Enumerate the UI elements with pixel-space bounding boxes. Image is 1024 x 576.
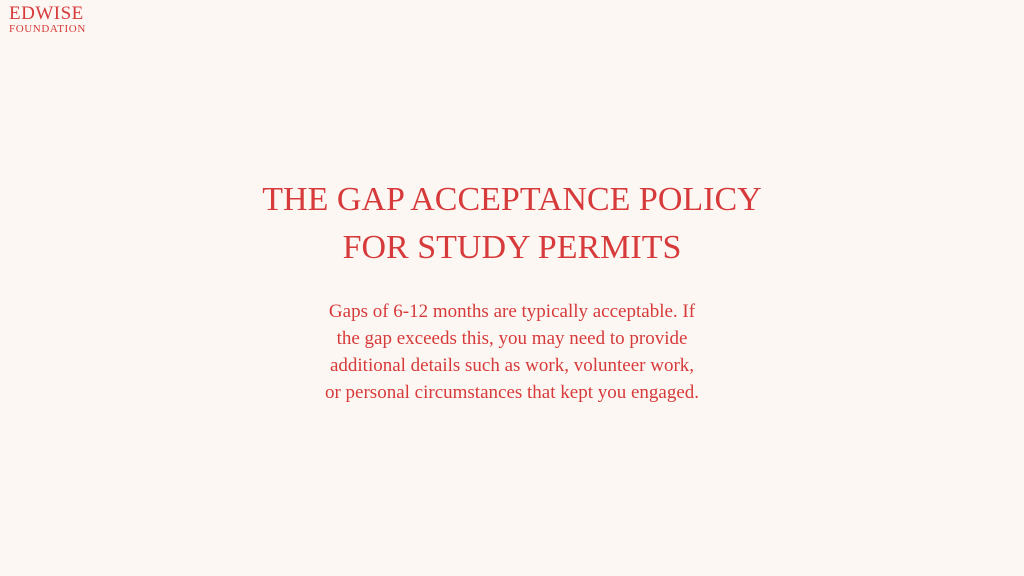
slide-title-line: FOR STUDY PERMITS [342, 229, 682, 266]
slide-body-line: additional details such as work, volunteer work, [329, 355, 695, 376]
slide-body-line: or personal circumstances that kept you engaged. [324, 382, 700, 403]
brand-logo [9, 4, 86, 35]
slide-content [0, 176, 1024, 406]
slide-title [192, 176, 832, 272]
slide-body-line: the gap exceeds this, you may need to provide [336, 328, 688, 349]
slide-body-line: Gaps of 6-12 months are typically acceptable. If [328, 301, 696, 322]
brand-name: EDWISE [9, 3, 84, 24]
brand-subtitle: FOUNDATION [9, 23, 86, 35]
slide-title-line: THE GAP ACCEPTANCE POLICY [262, 181, 762, 218]
slide-body [252, 298, 772, 406]
